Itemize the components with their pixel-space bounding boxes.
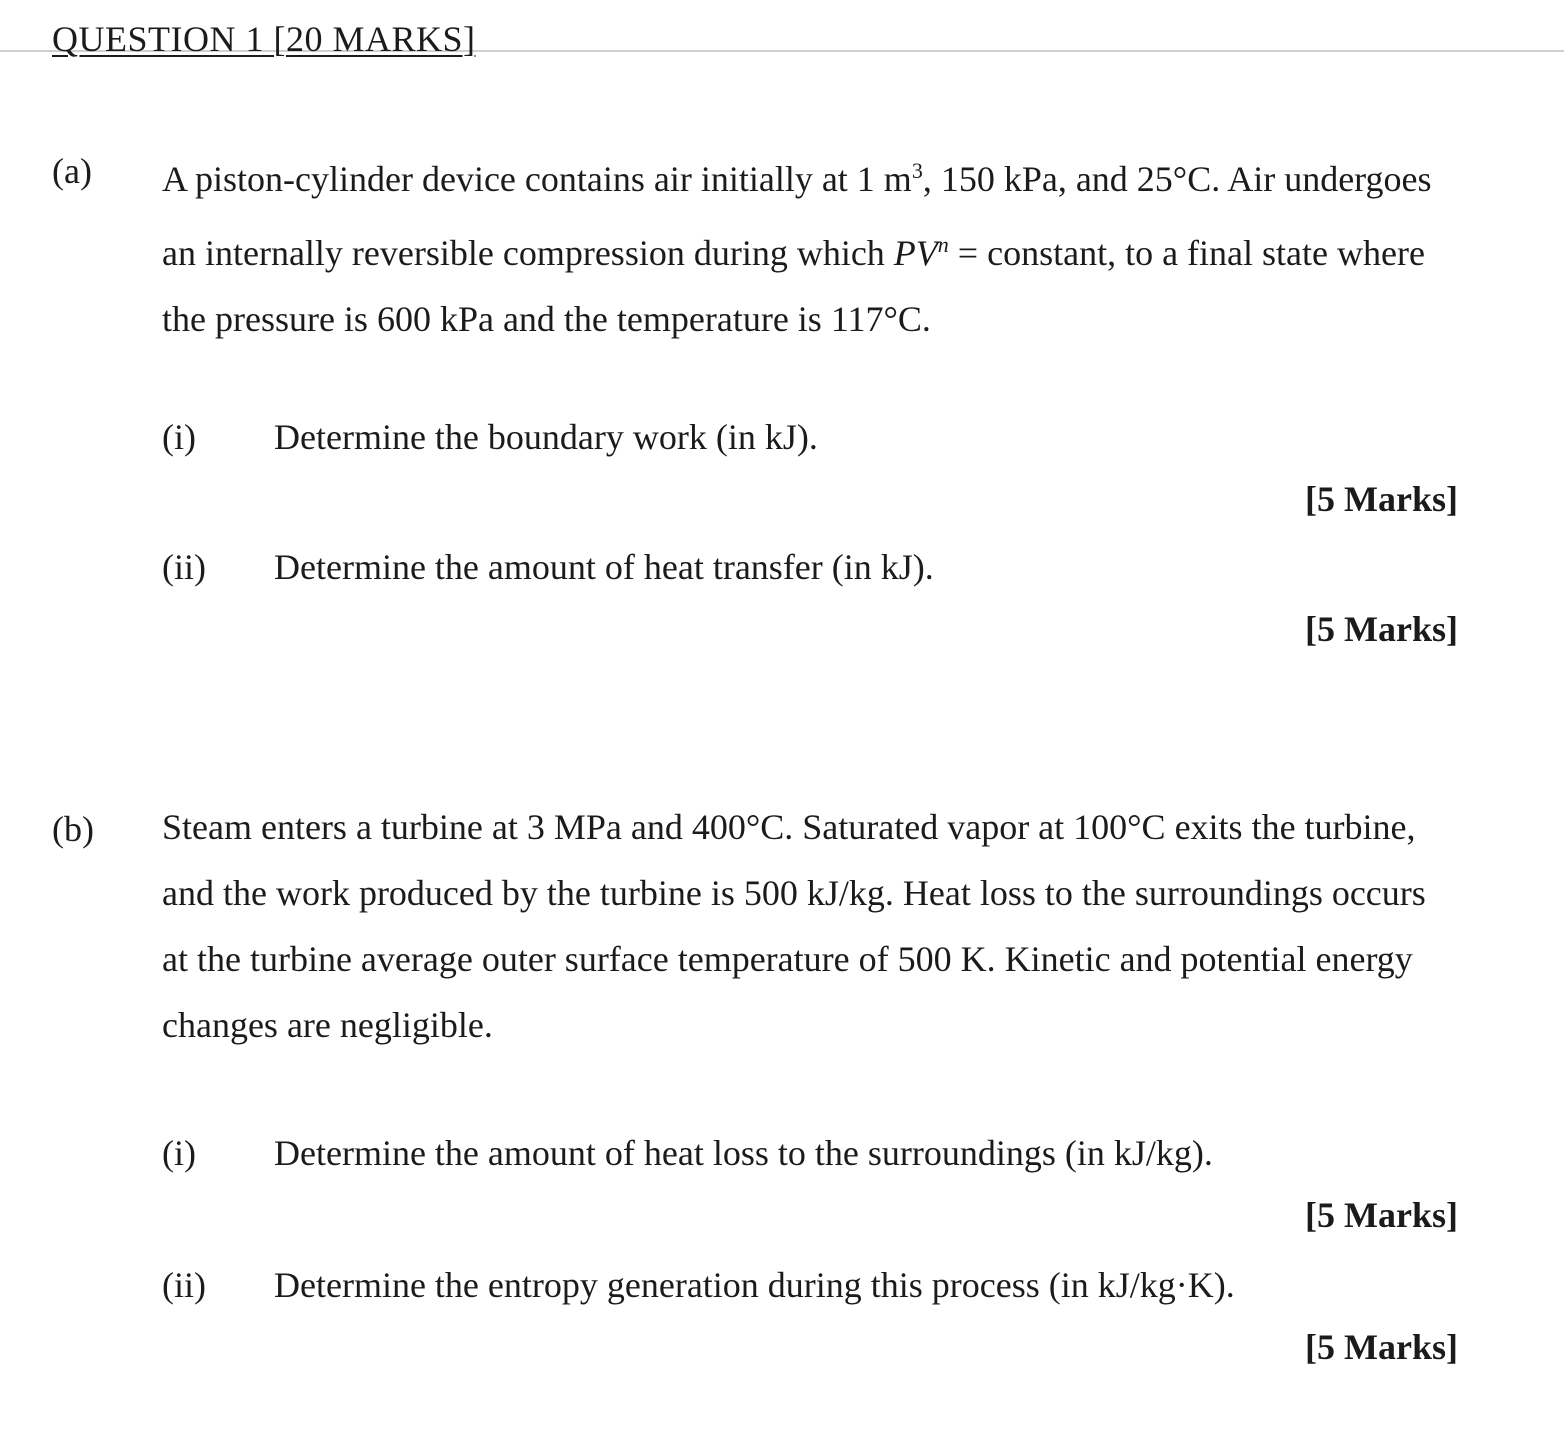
part-b-line-1: Steam enters a turbine at 3 MPa and 400°C. Saturated vapor at 100°C exits the turbine, bbox=[162, 807, 1416, 847]
part-a-i-marks: [5 Marks] bbox=[1305, 479, 1458, 519]
part-a-paragraph bbox=[162, 138, 1462, 352]
part-a-line-1-rest: , 150 kPa, and 25°C. Air undergoes bbox=[922, 159, 1432, 199]
part-a-label: (a) bbox=[52, 151, 92, 191]
part-b-ii-label: (ii) bbox=[162, 1265, 206, 1305]
part-b-i-marks: [5 Marks] bbox=[1305, 1195, 1458, 1235]
symbol-p: P bbox=[893, 233, 916, 273]
exponent-n: n bbox=[937, 232, 949, 257]
part-a-line-2-text: an internally reversible compression during which bbox=[162, 233, 894, 273]
part-a-i-label: (i) bbox=[162, 417, 196, 457]
part-b-ii-marks: [5 Marks] bbox=[1305, 1327, 1458, 1367]
part-a-line-2-rest: = constant, to a final state where bbox=[948, 233, 1425, 273]
part-b-i-text: Determine the amount of heat loss to the surroundings (in kJ/kg). bbox=[274, 1133, 1213, 1173]
part-a-line-1 bbox=[162, 138, 1462, 212]
part-a-ii-label: (ii) bbox=[162, 547, 206, 587]
part-b-paragraph bbox=[162, 794, 1462, 1058]
part-a-line-3: the pressure is 600 kPa and the temperature is 117°C. bbox=[162, 299, 931, 339]
cubic-superscript: 3 bbox=[911, 158, 923, 183]
part-b-i-label: (i) bbox=[162, 1133, 196, 1173]
part-b-ii-text: Determine the entropy generation during this process (in kJ/kg·K). bbox=[274, 1265, 1235, 1305]
part-a-line-2 bbox=[162, 212, 1462, 286]
part-a-line-1-text: A piston-cylinder device contains air initially at 1 m bbox=[162, 159, 912, 199]
part-b-label: (b) bbox=[52, 809, 94, 849]
part-a-ii-marks: [5 Marks] bbox=[1305, 609, 1458, 649]
part-a-i-text: Determine the boundary work (in kJ). bbox=[274, 417, 818, 457]
part-a-ii-text: Determine the amount of heat transfer (in kJ). bbox=[274, 547, 934, 587]
part-b-line-4: changes are negligible. bbox=[162, 1005, 493, 1045]
part-b-line-2: and the work produced by the turbine is 500 kJ/kg. Heat loss to the surroundings occurs bbox=[162, 873, 1426, 913]
part-b-line-3: at the turbine average outer surface temperature of 500 K. Kinetic and potential energy bbox=[162, 939, 1413, 979]
symbol-v: V bbox=[915, 233, 938, 273]
question-heading: QUESTION 1 [20 MARKS] bbox=[52, 19, 476, 59]
